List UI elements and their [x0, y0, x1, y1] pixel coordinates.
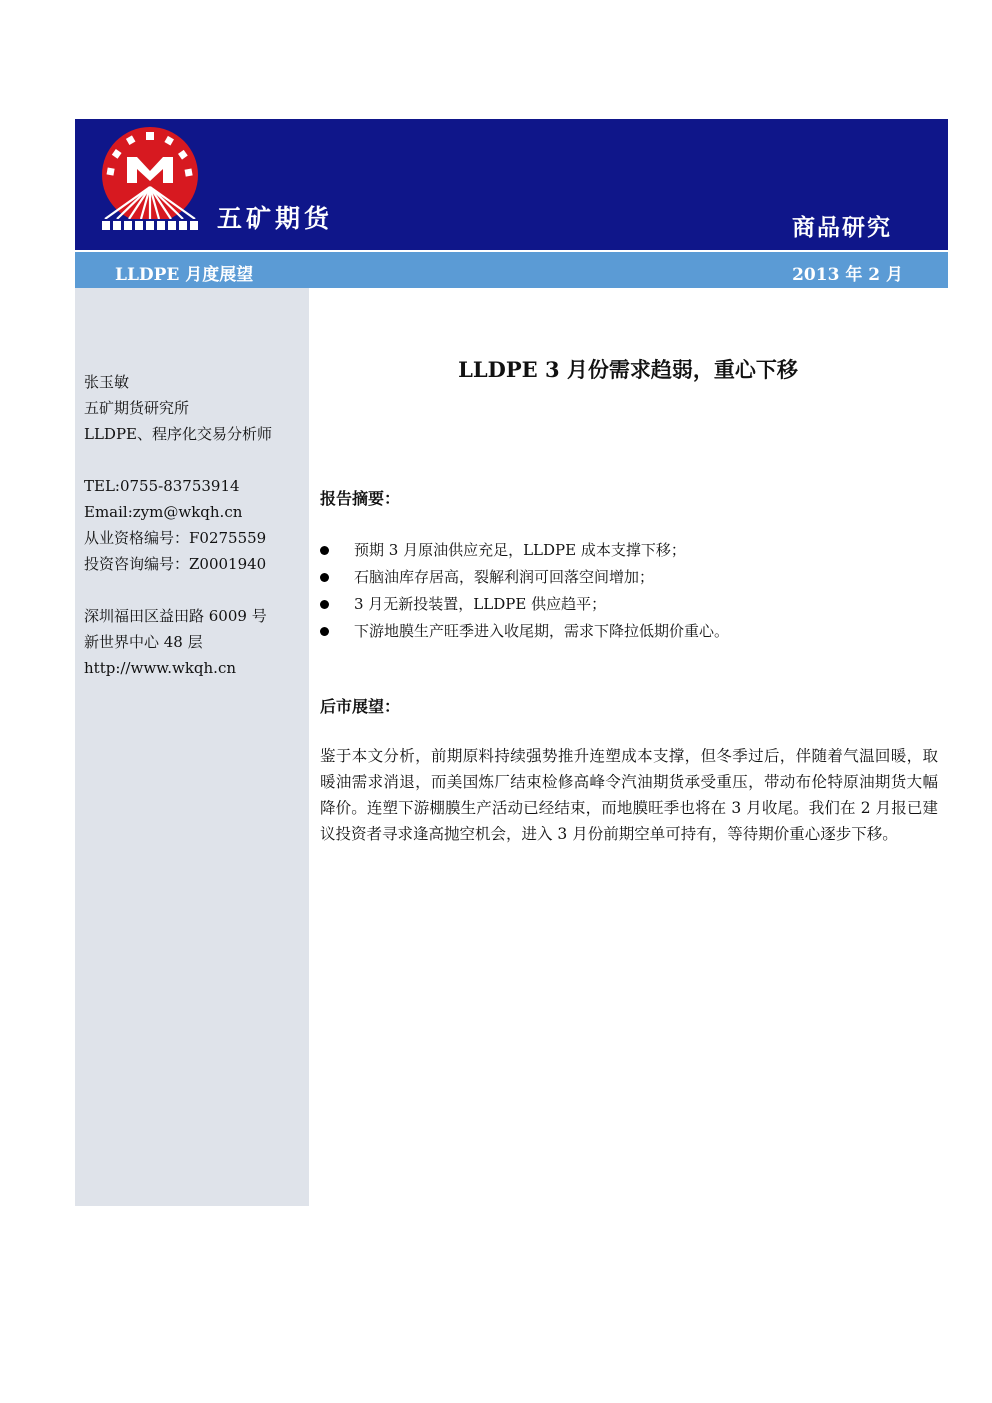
outlook-heading: 后市展望： [320, 697, 401, 716]
report-date: 2013 年 2 月 [792, 265, 903, 285]
list-item [320, 618, 920, 645]
spacer [84, 447, 304, 473]
section-label: 商品研究 [792, 215, 892, 241]
author-org: 五矿期货研究所 [84, 399, 190, 417]
bullet-icon [320, 627, 329, 636]
author-email: Email:zym@wkqh.cn [84, 503, 243, 521]
report-info-bar [75, 250, 948, 288]
report-title: LLDPE 3 月份需求趋弱，重心下移 [458, 357, 798, 382]
list-item [320, 591, 920, 618]
bullet-icon [320, 573, 329, 582]
author-info [84, 369, 304, 681]
bullet-icon [320, 600, 329, 609]
website-link[interactable]: http://www.wkqh.cn [84, 659, 237, 677]
author-tel: TEL:0755-83753914 [84, 477, 240, 495]
address-line-2: 新世界中心 48 层 [84, 633, 203, 651]
author-name: 张玉敏 [84, 373, 130, 391]
list-item [320, 537, 920, 564]
summary-heading: 报告摘要： [320, 489, 401, 508]
spacer [84, 577, 304, 603]
list-item [320, 564, 920, 591]
list-item-text: 石脑油库存居高，裂解利润可回落空间增加； [354, 568, 655, 586]
list-item-text: 3 月无新投装置，LLDPE 供应趋平； [354, 595, 607, 613]
bullet-icon [320, 546, 329, 555]
author-license: 从业资格编号：F0275559 [84, 529, 267, 547]
report-type: LLDPE 月度展望 [115, 265, 254, 285]
author-consult-id: 投资咨询编号：Z0001940 [84, 555, 267, 573]
author-role: LLDPE、程序化交易分析师 [84, 425, 272, 443]
list-item-text: 预期 3 月原油供应充足，LLDPE 成本支撑下移； [354, 541, 686, 559]
brand-name: 五矿期货 [217, 204, 334, 233]
minmetals-logo [99, 127, 201, 232]
outlook-paragraph: 鉴于本文分析，前期原料持续强势推升连塑成本支撑，但冬季过后，伴随着气温回暖，取暖油需求消退，而美国炼厂结束检修高峰令汽油期货承受重压，带动布伦特原油期货大幅降价。连塑下游棚膜生产活动已经结束，而地膜旺季也将在 3 月收尾。我们在 2 月报已建议投资者寻求逢高抛空机会，进入 3 月份前期空单可持有，等待期价重心逐步下移。 [320, 747, 938, 843]
list-item-text: 下游地膜生产旺季进入收尾期，需求下降拉低期价重心。 [354, 622, 730, 640]
address-line-1: 深圳福田区益田路 6009 号 [84, 607, 267, 625]
summary-list [320, 537, 920, 645]
